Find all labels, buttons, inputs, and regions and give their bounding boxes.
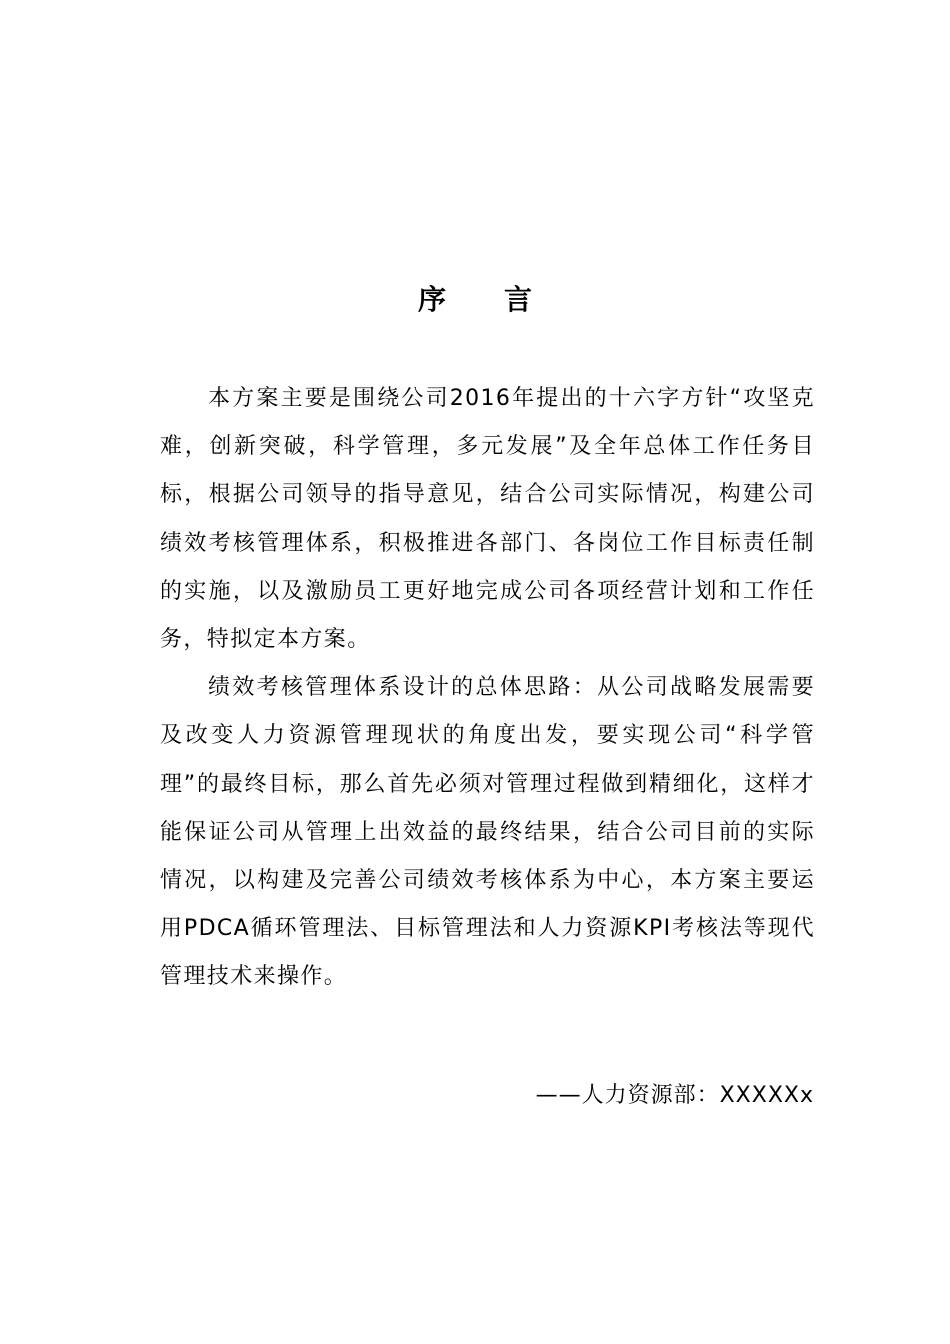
signature-line: ——人力资源部：XXXXXx xyxy=(535,1083,814,1108)
page-title xyxy=(0,280,950,320)
preface-body xyxy=(160,375,815,1002)
title-char-1: 序 xyxy=(417,283,446,316)
paragraph-2: 绩效考核管理体系设计的总体思路：从公司战略发展需要及改变人力资源管理现状的角度出发，要实现公司“科学管理”的最终目标，那么首先必须对管理过程做到精细化，这样才能保证公司从管理上出效益的最终结果，结合公司目前的实际情况，以构建及完善公司绩效考核体系为中心，本方案主要运用PDCA循环管理法、目标管理法和人力资源KPI考核法等现代管理技术来操作。 xyxy=(160,675,815,990)
title-char-2: 言 xyxy=(504,283,533,316)
paragraph-1: 本方案主要是围绕公司2016年提出的十六字方针“攻坚克难，创新突破，科学管理，多元发展”及全年总体工作任务目标，根据公司领导的指导意见，结合公司实际情况，构建公司绩效考核管理体系，积极推进各部门、各岗位工作目标责任制的实施，以及激励员工更好地完成公司各项经营计划和工作任务，特拟定本方案。 xyxy=(160,386,815,653)
